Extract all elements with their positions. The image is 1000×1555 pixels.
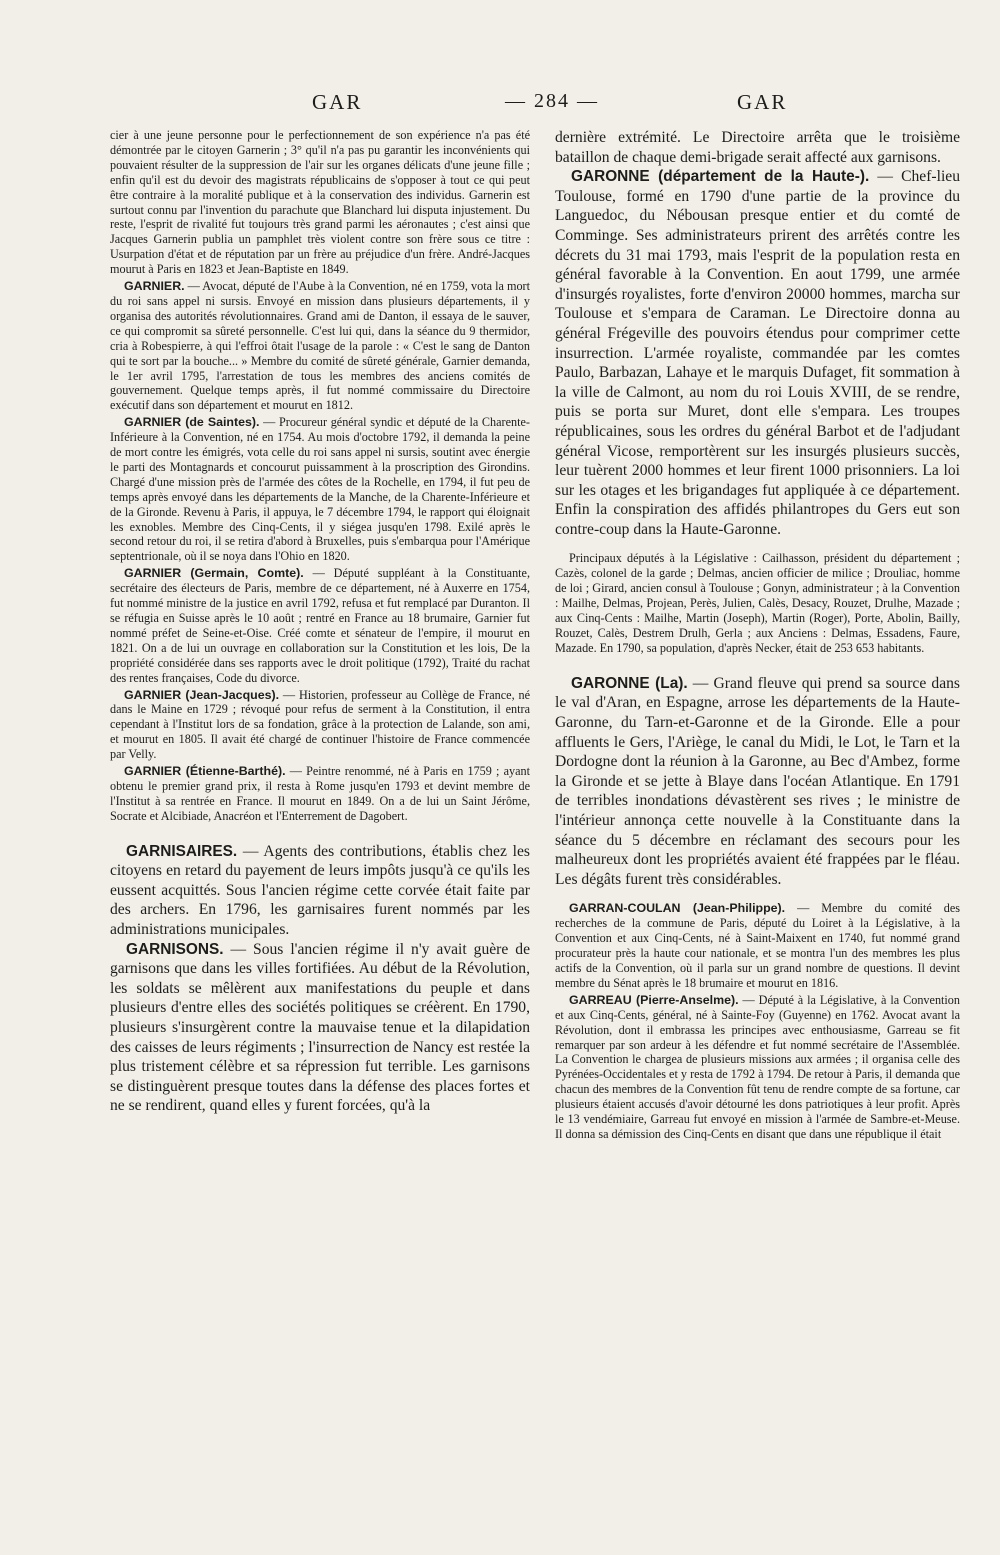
entry-garnisaires <box>110 842 530 940</box>
entry-garnisons-continued <box>555 128 960 167</box>
entry-garran-coulan <box>555 901 960 990</box>
entry-garnerin-continued <box>110 128 530 277</box>
entry-text: — Député à la Législative, à la Convention et aux Cinq-Cents, général, né à Sainte-Foy (Guyenne) en 1762. Avocat avant la Révolution, dont il embrassa les principes avec enthousiasme, Garreau se fit remarquer par son ardeur à les défendre et fut nommé secrétaire de l'Assemblée. La Convention le chargea de plusieurs missions aux armées ; il organisa celle des Pyrénées-Occidentales et y resta de 1792 à 1794. De retour à Paris, il demanda que chacun des membres de la Convention fût tenu de rendre compte de sa fortune, car plusieurs étaient accusés d'avoir détourné les dons patriotiques à leur profit. Après le 13 vendémiaire, Garreau fut envoyé en mission à l'armée de Sambre-et-Meuse. Il donna sa démission des Cinq-Cents en disant que dans une république il était <box>555 992 960 1141</box>
entry-text: — Chef-lieu Toulouse, formé en 1790 d'une partie de la province du Languedoc, du Nébousan presque entier et du comté de Comminge. Ses administrateurs prirent des arrêtés contre les décrets du 31 mai 1793, mais l'esprit de la population resta en général favorable à la Convention. En aout 1799, une armée d'insurgés royalistes, forte d'environ 20000 hommes, marcha sur Toulouse et s'empara de Caraman. Le Directoire donna au général Frégeville des pouvoirs étendus pour comprimer cette insurrection. L'armée royaliste, commandée par les comtes Paulo, Barbazan, Lahaye et le marquis Dufaget, fit sommation à la ville de Calmont, au nom du roi Louis XVIII, de se rendre, puis se porta sur Muret, dont elle s'empara. Les troupes républicaines, sous les ordres du général Barbot et de l'adjudant général Vicose, remportèrent sur les insurgés plusieurs succès, leur tuèrent 2000 hommes et leur firent 1000 prisonniers. La loi sur les otages et les brigandages fut appliquée à ce département. Enfin la conspiration des affidés philantropes du Gers eut son contre-coup dans la Haute-Garonne. <box>555 168 960 538</box>
entry-headword: GARONNE (département de la Haute-). <box>571 168 870 186</box>
entry-headword: GARRAN-COULAN (Jean-Philippe). <box>569 901 786 916</box>
entry-headword: GARNISAIRES. <box>126 842 238 860</box>
entry-headword: GARNIER (Jean-Jacques). <box>124 687 280 702</box>
entry-haute-garonne <box>555 167 960 539</box>
entry-garreau <box>555 993 960 1142</box>
entry-text: — Membre du comité des recherches de la commune de Paris, député du Loiret à la Législative, à la Convention et aux Cinq-Cents, né à Saint-Maixent en 1740, fut nommé grand procurateur près la haute cour nationale, et se montra l'un des membres les plus actifs de la Convention, où il parla sur un grand nombre de questions. Il devint membre du Sénat après le 18 brumaire et mourut en 1816. <box>555 901 961 990</box>
entry-text: cier à une jeune personne pour le perfectionnement de son expérience n'a pas été démontrée par le citoyen Garnerin ; 3° qu'il n'a pas pu garantir les inconvénients qui pouvaient résulter de la suppression de l'air sur les organes délicats d'une jeune fille ; enfin qu'il est du devoir des magistrats républicains de s'opposer à tout ce qui peut être contraire à la moralité publique et à la conservation des individus. Garnerin est surtout connu par l'invention du parachute que Blanchard lui disputa injustement. Du reste, l'esprit de rivalité fut toujours très grand parmi les aéronautes ; c'est ainsi que Jacques Garnerin publia un pamphlet très violent contre son frère sous ce titre : Usurpation d'état et de réputation par un frère au préjudice d'un frère. André-Jacques mourut à Paris en 1823 et Jean-Baptiste en 1849. <box>110 128 530 277</box>
entry-garnier-de-saintes <box>110 415 530 564</box>
entry-haute-garonne-deputies <box>555 551 960 655</box>
right-column <box>555 128 960 1142</box>
entry-garnier-etienne <box>110 764 530 824</box>
entry-garnier-germain <box>110 566 530 685</box>
running-head-right: GAR <box>737 90 788 114</box>
entry-garnier <box>110 279 530 413</box>
entry-text: — Avocat, député de l'Aube à la Convention, né en 1759, vota la mort du roi sans appel ni sursis. Envoyé en mission dans plusieurs départements, il y organisa des autorités révolutionnaires. Grand ami de Danton, il essaya de le sauver, ce qui compromit sa sûreté personnelle. C'est lui qui, dans la séance du 9 thermidor, cria à Robespierre, à qui l'effroi ôtait l'usage de la parole : « C'est le sang de Danton qui te sort par la bouche... » Membre du comité de sûreté générale, Garnier demanda, le 1er avril 1795, l'arrestation de tous les membres des anciens comités de gouvernement. Quelque temps après, il fut nommé commissaire du Directoire exécutif dans son département et mourut en 1812. <box>110 279 530 413</box>
running-head-left: GAR <box>312 90 363 114</box>
entry-text: dernière extrémité. Le Directoire arrêta que le troisième bataillon de chaque demi-brigade serait affecté aux garnisons. <box>555 129 960 166</box>
left-column <box>110 128 530 1116</box>
entry-text: — Agents des contributions, établis chez les citoyens en retard du payement de leurs impôts jusqu'à ce qu'ils les eussent acquittés. Sous l'ancien régime cette corvée était faite par des archers. En 1796, les garnisaires furent nommés par les administrations municipales. <box>110 842 530 939</box>
page-number: — 284 — <box>505 90 599 112</box>
entry-text: — Peintre renommé, né à Paris en 1759 ; ayant obtenu le premier grand prix, il resta à Rome jusqu'en 1793 et devint membre de l'Institut à sa rentrée en France. Il mourut en 1849. On a de lui un Saint Jérôme, Socrate et Alcibiade, Anacréon et l'Enterrement de Dagobert. <box>110 764 530 823</box>
entry-garonne <box>555 674 960 890</box>
entry-text: — Grand fleuve qui prend sa source dans le val d'Aran, en Espagne, arrose les départements de la Haute-Garonne, du Tarn-et-Garonne et de la Gironde. Elle a pour affluents le Gers, l'Ariège, le canal du Midi, le Lot, le Tarn et la Dordogne dont la réunion à la Garonne, au Bec d'Ambez, forme la Gironde et se jette à Blaye dans l'océan Atlantique. En 1791 de terribles inondations dévastèrent ses rives ; le ministre de l'intérieur annonça cette nouvelle à la Constituante dans la séance du 5 décembre en réclamant des secours pour les malheureux dont les propriétés avaient été frappées par le fléau. Les dégâts furent très considérables. <box>555 674 960 888</box>
entry-text: — Historien, professeur au Collège de France, né dans le Maine en 1729 ; révoqué pour refus de serment à la Constitution, il entra cependant à l'Institut lors de sa fondation, grâce à la protection de Lalande, son ami, et mourut en 1805. Il avait été chargé de continuer l'histoire de France commencée par Velly. <box>110 687 530 762</box>
entry-headword: GARNIER (Étienne-Barthé). <box>124 764 286 779</box>
entry-garnier-jean-jacques <box>110 688 530 763</box>
entry-headword: GARREAU (Pierre-Anselme). <box>569 992 739 1007</box>
entry-headword: GARNISONS. <box>126 940 224 958</box>
entry-text: — Député suppléant à la Constituante, secrétaire des électeurs de Paris, membre de ce département, né à Auxerre en 1754, fut nommé ministre de la justice en avril 1792, refusa et fut remplacé par Duranton. Il se réfugia en Suisse après le 10 août ; rentré en France au 18 brumaire, Garnier fut nommé préfet de Seine-et-Oise. Créé comte et sénateur de l'empire, il mourut en 1821. On a de lui un ouvrage en collaboration sur la Constitution et les lois, De la propriété considérée dans ses rapports avec le droit politique (1792), Traité du rachat des rentes françaises, Code du divorce. <box>110 566 531 685</box>
entry-text: — Sous l'ancien régime il n'y avait guère de garnisons que dans les villes fortifiées. Au début de la Révolution, les soldats se mêlèrent aux manifestations du peuple et dans plusieurs d'entre elles des sociétés politiques se créèrent. En 1790, plusieurs s'insurgèrent contre la mauvaise tenue et la dilapidation des caisses de leurs régiments ; l'insurrection de Nancy est restée la plus tristement célèbre et sa répression fut terrible. Les garnisons se distinguèrent presque toutes dans la défense des places fortes et ne se rendirent, quand elles y furent forcées, qu'à la <box>110 940 530 1115</box>
entry-text: — Procureur général syndic et député de la Charente-Inférieure à la Convention, né en 1754. Au mois d'octobre 1792, il demanda la peine de mort contre les émigrés, vota celle du roi sans appel ni sursis, soutint avec énergie le parti des Montagnards et concourut puissamment à la proscription des Girondins. Chargé d'une mission près de l'armée des côtes de la Rochelle, en 1794, il fut peu de temps après envoyé dans les départements de la Manche, de la Charente-Inférieure et de la Gironde. Revenu à Paris, il appuya, le 7 décembre 1794, le rapport qui éloignait les exnobles. Membre des Cinq-Cents, il y siégea jusqu'en 1798. Exilé après le second retour du roi, il se retira d'abord à Bruxelles, puis s'embarqua pour l'Amérique septentrionale, où il se noya dans l'Ohio en 1820. <box>110 415 530 564</box>
entry-headword: GARNIER. <box>124 279 185 294</box>
entry-text: Principaux députés à la Législative : Cailhasson, président du département ; Cazès, colonel de la garde ; Delmas, ancien officier de milice ; Drouliac, homme de loi ; Girard, ancien consul à Toulouse ; Gonyn, administrateur ; à la Convention : Mailhe, Delmas, Projean, Perès, Julien, Calès, Desacy, Rouzet, Drulhe, Mazade ; aux Cinq-Cents : Mailhe, Martin (Joseph), Martin (Roger), Porte, Abolin, Bailly, Rouzet, Calès, Destrem Drulh, Gerla ; aux Anciens : Delmas, Essadens, Faure, Mazade. En 1790, sa population, d'après Necker, était de 253 653 habitants. <box>555 551 960 655</box>
entry-headword: GARNIER (de Saintes). <box>124 415 260 430</box>
entry-garnisons <box>110 940 530 1116</box>
page-header <box>0 90 1000 120</box>
entry-headword: GARNIER (Germain, Comte). <box>124 566 304 581</box>
entry-headword: GARONNE (La). <box>571 674 688 692</box>
